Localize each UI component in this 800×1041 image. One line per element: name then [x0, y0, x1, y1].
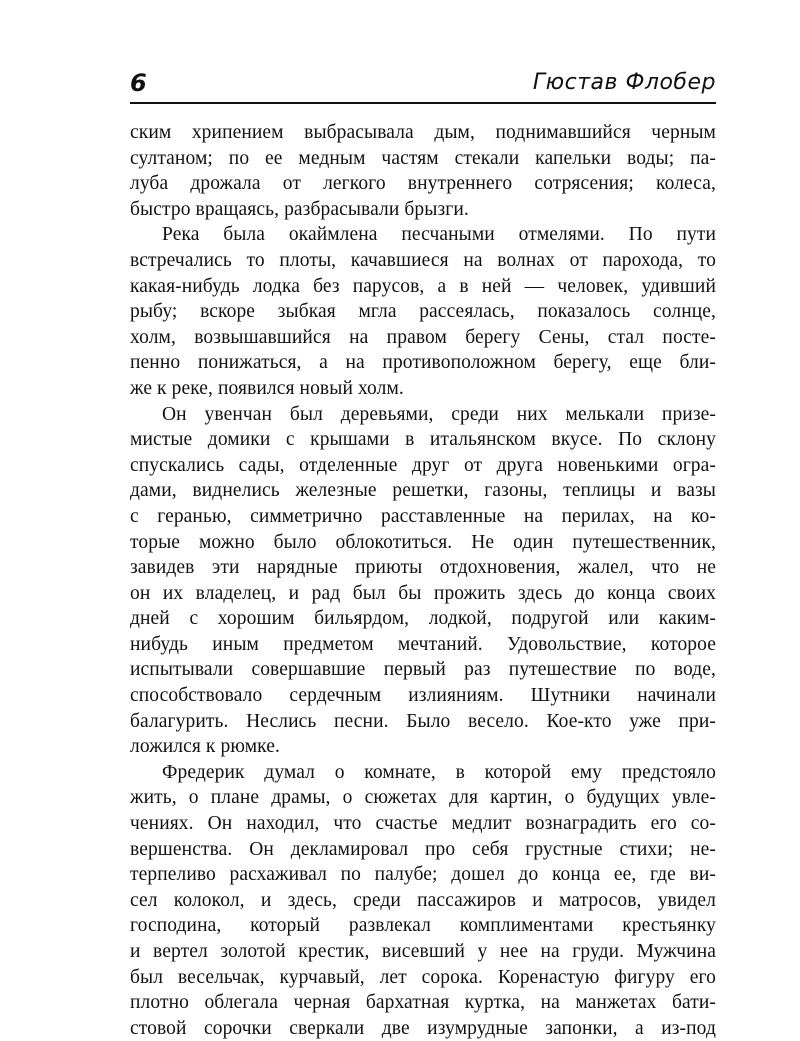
text-line: балагурить. Неслись песни. Было весело. Кое-кто уже при-: [130, 710, 716, 732]
text-line: Он увенчан был деревьями, среди них мелькали призе-: [162, 403, 716, 425]
text-line: сел колокол, и здесь, среди пассажиров и матросов, увидел: [130, 889, 716, 911]
text-line: дней с хорошим бильярдом, лодкой, подругой или каким-: [130, 608, 716, 630]
page-number: 6: [130, 69, 147, 97]
text-line: Фредерик думал о комнате, в которой ему предстояло: [162, 761, 716, 783]
text-line: стовой сорочки сверкали две изумрудные запонки, а из-под: [130, 1017, 716, 1039]
text-line: чениях. Он находил, что счастье медлит вознаградить его со-: [130, 813, 716, 835]
text-line: рыбу; вскоре зыбкая мгла рассеялась, показалось солнце,: [130, 301, 716, 323]
text-line: какая-нибудь лодка без парусов, а в ней — человек, удивший: [130, 275, 716, 297]
text-line: быстро вращаясь, разбрасывали брызги.: [130, 198, 469, 220]
text-line: пенно понижаться, а на противоположном берегу, еще бли-: [130, 352, 716, 374]
text-line: ложился к рюмке.: [130, 736, 281, 758]
text-line: плотно облегала черная бархатная куртка, на манжетах бати-: [130, 992, 716, 1014]
text-line: встречались то плоты, качавшиеся на волнах от парохода, то: [130, 249, 716, 271]
text-line: холм, возвышавшийся на правом берегу Сены, стал посте-: [130, 326, 716, 348]
text-line: нибудь иным предметом мечтаний. Удовольствие, которое: [130, 633, 716, 655]
running-title-author: Гюстав Флобер: [532, 70, 716, 95]
text-line: господина, который развлекал комплиментами крестьянку: [130, 915, 716, 937]
text-line: вершенства. Он декламировал про себя грустные стихи; не-: [130, 838, 716, 860]
text-line: завидев эти нарядные приюты отдохновения, жалел, что не: [130, 557, 716, 579]
text-line: торые можно было облокотиться. Не один путешественник,: [130, 531, 716, 553]
text-line: он их владелец, и рад был бы прожить здесь до конца своих: [130, 582, 716, 604]
text-line: спускались сады, отделенные друг от друга новенькими огра-: [130, 454, 716, 476]
text-line: мистые домики с крышами в итальянском вкусе. По склону: [130, 429, 716, 451]
text-line: ским хрипением выбрасывала дым, поднимавшийся черным: [130, 122, 716, 143]
text-line: терпеливо расхаживал по палубе; дошел до конца ее, где ви-: [130, 864, 716, 886]
body-text: [130, 120, 716, 1041]
header-rule: [130, 102, 716, 104]
text-line: луба дрожала от легкого внутреннего сотрясения; колеса,: [130, 173, 716, 195]
text-line: султаном; по ее медным частям стекали капельки воды; па-: [130, 147, 716, 169]
text-line: жить, о плане драмы, о сюжетах для картин, о будущих увле-: [130, 787, 716, 809]
text-line: Река была окаймлена песчаными отмелями. По пути: [162, 224, 716, 246]
text-line: был весельчак, курчавый, лет сорока. Коренастую фигуру его: [130, 966, 716, 988]
text-line: способствовало сердечным излияниям. Шутники начинали: [130, 685, 716, 707]
page-header: [130, 68, 716, 104]
text-line: испытывали совершавшие первый раз путешествие по воде,: [130, 659, 716, 681]
text-line: с геранью, симметрично расставленные на перилах, на ко-: [130, 505, 716, 527]
text-line: дами, виднелись железные решетки, газоны, теплицы и вазы: [130, 480, 716, 502]
text-line: и вертел золотой крестик, висевший у нее на груди. Мужчина: [130, 941, 716, 962]
text-line: же к реке, появился новый холм.: [130, 377, 404, 399]
